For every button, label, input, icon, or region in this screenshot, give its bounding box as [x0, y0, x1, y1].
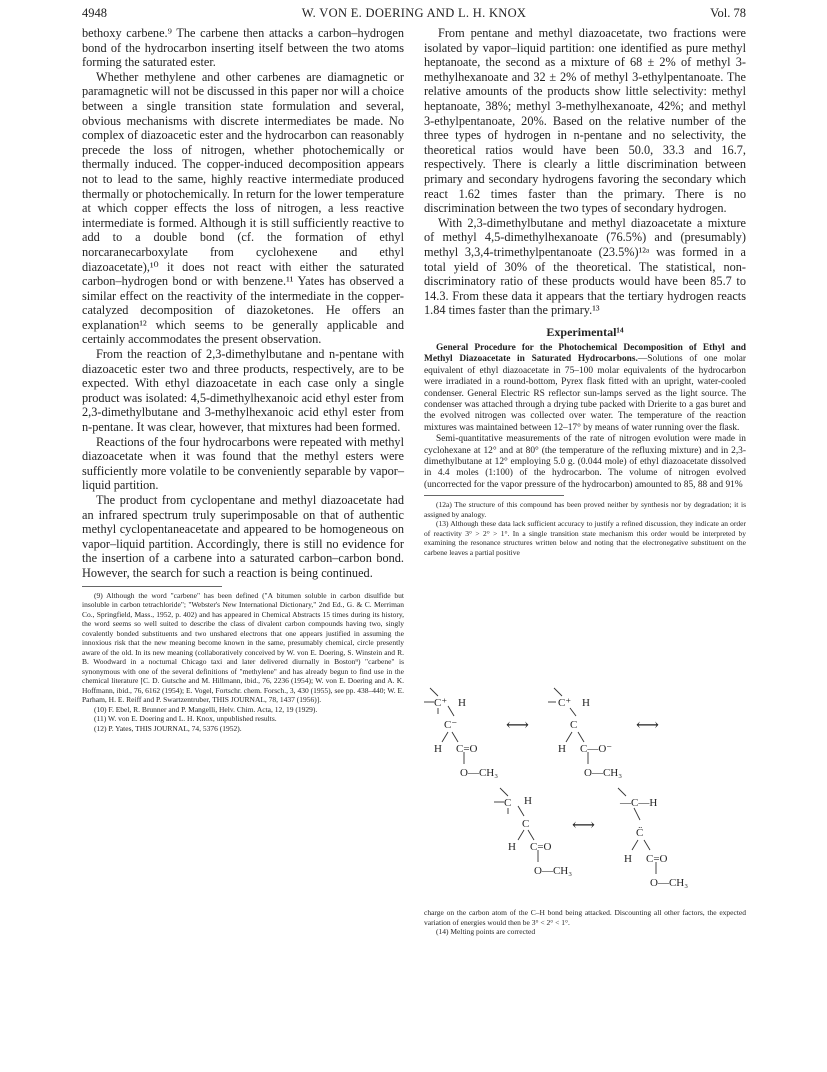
paragraph: bethoxy carbene.⁹ The carbene then attacks a carbon–hydrogen bond of the hydrocarbon inserting itself between the two atoms forming the saturated ester. [82, 26, 404, 70]
footnote: (13) Although these data lack sufficient accuracy to justify a refined discussion, they indicate an order of reactivity 3° > 2° > 1°. In a single transition state mechanism this order would be interpreted by examining the resonance structures written below and noting that the electronegative substituent on the carbene leaves a partial positive [424, 519, 746, 557]
carbanion-label: C⁻ [444, 719, 458, 731]
carbon-label: C [570, 719, 578, 731]
carbene-label: C̈ [636, 827, 644, 839]
paragraph: From the reaction of 2,3-dimethylbutane and n-pentane with diazoacetic ester two and three products, respectively, are to be expected. With ethyl diazoacetate in each case only a single product was isolated: 4,5-dimethylhexanoic acid ethyl ester from 2,3-dimethylbutane and 3-methylhexanoic acid ethyl ester from n-pentane. It was clear, however, that mixtures had been formed. [82, 347, 404, 435]
methoxy-label: O—CH₃ [650, 877, 689, 889]
hydrogen-label: H [582, 697, 590, 709]
paragraph: With 2,3-dimethylbutane and methyl diazoacetate a mixture of methyl 4,5-dimethylhexanoate (76.5%) and (presumably) methyl 3,3,4-trimethylpentanoate (23.5%)¹²ᵃ was formed in a total yield of 30% of the theoretical. The statistical, non-discriminatory ratio of these products would have been 85.7 to 14.3. From these data it appears that the tertiary hydrogen reacts 1.84 times faster than the primary.¹³ [424, 215, 746, 318]
methoxy-label: O—CH₃ [534, 865, 573, 877]
carbonyl-label: C=O [530, 841, 552, 853]
carbocation-label: C⁺ [434, 697, 448, 709]
hydrogen-label: H [558, 743, 566, 755]
carbon-label: C [504, 797, 512, 809]
procedure-title: General Procedure for the Photochemical Decomposition of Ethyl and Methyl Diazoacetate in Saturated Hydrocarbons. [424, 342, 746, 365]
footnote: (12) P. Yates, THIS JOURNAL, 74, 5376 (1952). [94, 723, 242, 733]
footnote: (9) Although the word "carbene" has been defined ("A bitumen soluble in carbon disulfide but insoluble in carbon tetrachloride"; "Webster's New International Dictionary," 2nd Ed., G. & C. Merriman Co., Springfield, Mass., 1952, p. 402) and has appeared in Chemical Abstracts 15 times during its history, the word seems so well suited to describe the class of divalent carbon compounds having two, singly covalently bonded substituents and two unshared electrons that one appears justified in assuming the innoxious risk that the new meaning become known in the same, presumably chemical, circle presently aware of the old. In its new meaning (collaboratively conceived by W. von E. Doering, S. Winstein and R. B. Woodward in a nocturnal Chicago taxi and later delivered diurnally in Boston⁹) "carbene" is synonymous with one of the several definitions of "methylene" and has already begun to find use in the chemical literature [C. D. Gutsche and M. Hillmann, ibid., 76, 2236 (1954); W. von E. Doering and A. K. Hoffmann, ibid., 76, 6162 (1954); E. Vogel, Fortschr. chem. Forsch., 3, 430 (1955), see pp. 438–440; W. E. Parham, H. E. Reiff and P. Swartzentruber, THIS JOURNAL, 78, 1437 (1956)]. [82, 590, 404, 705]
carbonyl-label: C=O [456, 743, 478, 755]
hydrogen-label: H [434, 743, 442, 755]
resonance-arrow: ⟷ [572, 817, 595, 834]
footnote-rule [424, 495, 564, 496]
carbon-label: C [522, 818, 530, 830]
page-number: 4948 [82, 6, 107, 20]
footnote-rule [82, 586, 222, 587]
hydrogen-label: H [458, 697, 466, 709]
paragraph: From pentane and methyl diazoacetate, two fractions were isolated by vapor–liquid partition: one identified as pure methyl heptanoate, the second as a mixture of 68 ± 2% of methyl 3-methylhexanoate and 32 ± 2% of methyl 3-ethylpentanoate. The relative amounts of the products show little selectivity: methyl heptanoate, 38%; methyl 3-methylhexanoate, 42%; and methyl 3-ethylpentanoate, 20%. Based on the relative number of the three types of hydrogen in n-pentane and no selectivity, the theoretical ratios would have been 50.0, 33.3 and 16.7, respectively. There is clearly a little discrimination between primary and secondary hydrogens favoring the secondary which react 1.62 times faster than the primary. There is no discrimination between the two types of secondary hydrogen. [424, 26, 746, 216]
running-header [82, 6, 746, 24]
methoxy-label: O—CH₃ [460, 767, 499, 779]
footnote: (14) Melting points are corrected [436, 927, 536, 936]
carbon-hydrogen-label: —C—H [620, 797, 658, 809]
left-footnotes [82, 591, 404, 734]
right-body [424, 26, 746, 318]
right-footnotes [424, 500, 746, 557]
running-authors: W. VON E. DOERING AND L. H. KNOX [301, 6, 527, 20]
footnote-continuation: charge on the carbon atom of the C–H bond being attacked. Discounting all other factors, the expected variation of energies would then be 3° < 2° < 1°. [424, 908, 746, 927]
carbonyl-label: C=O [646, 853, 668, 865]
right-column [424, 26, 746, 557]
volume-number: Vol. 78 [710, 6, 746, 20]
paragraph: Semi-quantitative measurements of the rate of nitrogen evolution were made in cyclohexane at 12° and at 80° (the temperature of the refluxing mixture) and in 2,3-dimethylbutane at 12° employing 5.0 g. (0.044 mole) of ethyl diazoacetate dissolved in 4.4 moles (1:100) of the hydrocarbon. The volume of nitrogen evolved (uncorrected for the vapor pressure of the hydrocarbon) amounted to 85, 88 and 91% [424, 434, 746, 490]
methoxy-label: O—CH₃ [584, 767, 623, 779]
left-body [82, 26, 404, 581]
footnote: (10) F. Ebel, R. Brunner and P. Mangelli, Helv. Chim. Acta, 12, 19 (1929). [94, 704, 318, 714]
resonance-arrow: ⟷ [636, 717, 659, 734]
right-footnotes-continued [424, 908, 746, 937]
experimental-text [424, 343, 746, 491]
section-heading: Experimental¹⁴ [546, 324, 624, 339]
resonance-arrow: ⟷ [506, 717, 529, 734]
left-column [82, 26, 404, 733]
paragraph-text: —Solutions of one molar equivalent of ethyl diazoacetate in 75–100 molar equivalents of the hydrocarbon were irradiated in a round-bottom, Pyrex flask fitted with an upright, water-cooled condenser. General Electric RS reflector sun-lamps served as the light source. The condenser was attached through a drying tube packed with Drierite to a gas buret and the evolved nitrogen was collected over water. The temperature of the reaction mixtures was maintained between 12–17° by means of water running over the flask. [424, 354, 747, 433]
carbocation-label: C⁺ [558, 697, 572, 709]
footnote: (11) W. von E. Doering and L. H. Knox, unpublished results. [94, 714, 277, 724]
hydrogen-label: H [508, 841, 516, 853]
enolate-label: C—O⁻ [580, 743, 613, 755]
resonance-structures [424, 680, 746, 908]
paragraph: Reactions of the four hydrocarbons were repeated with methyl diazoacetate when it was found that the methyl esters were sufficiently more volatile to be conveniently separable by vapor–liquid partition. [82, 434, 404, 493]
hydrogen-label: H [624, 853, 632, 865]
paragraph: The product from cyclopentane and methyl diazoacetate had an infrared spectrum truly superimposable on that of authentic methyl cyclopentaneacetate and appeared to be homogeneous on vapor–liquid partition. Accordingly, there is still no evidence for the insertion of a carbene into a saturated carbon–carbon bond. However, the search for such a reaction is being continued. [82, 493, 404, 580]
paragraph [424, 343, 746, 434]
hydrogen-label: H [524, 795, 532, 807]
paragraph: Whether methylene and other carbenes are diamagnetic or paramagnetic will not be discussed in this paper nor will a choice between a single transition state formulation and several, obvious mechanisms with discrete intermediates be made. No complex of diazoacetic ester and the hydrocarbon can reasonably precede the loss of nitrogen, whether photochemically or thermally induced. The copper-induced decomposition appears not to lead to the same, highly reactive intermediate produced thermally or photochemically. In return for the lower temperature at which copper effects the loss of nitrogen, a less reactive intermediate is formed. Although it is still sufficiently reactive to add to a double bond (cf. the formation of ethyl norcaranecarboxylate from cyclohexene and ethyl diazoacetate),¹⁰ it does not react with either the saturated carbon–hydrogen bond or with benzene.¹¹ Yates has observed a similar effect on the reactivity of the intermediate in the copper-catalyzed decomposition of diazoketones. He offers an explanation¹² which seems to be generally applicable and certainly accommodates the present observation. [82, 69, 404, 347]
resonance-diagram [424, 680, 746, 908]
footnote: (12a) The structure of this compound has been proved neither by synthesis nor by degradation; it is assigned by analogy. [424, 500, 746, 519]
